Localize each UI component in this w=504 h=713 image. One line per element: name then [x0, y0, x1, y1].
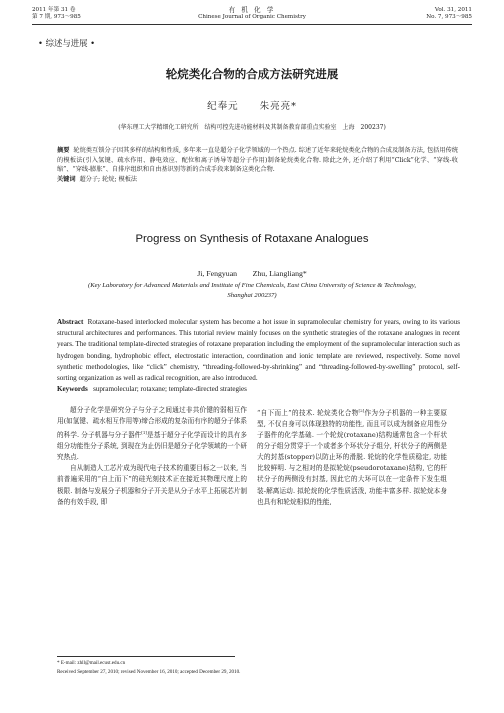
body-left-paragraph-1: [57, 405, 247, 463]
abstract-en-text: Rotaxane-based interlocked molecular system has become a hot issue in supramolecular chemistry for years, owing to its various structural architectures and performances. This tutorial review mainly focuses on the synthetic strategies of the rotaxane analogues in recent years. The traditional template-directed strategies of rotaxane preparation including the employment of the supramolecular interaction such as hydrogen bonding, hydrophobic effect, electrostatic interaction, coordination and ionic template are reviewed, respectively. Some novel synthetic methodologies, like “click” chemistry, “threading-followed-by-shrinking” and “threading-followed-by-swelling” protocol, self-sorting organization as well as radical recognition, are also introduced.: [57, 318, 461, 383]
journal-name-en: Chinese Journal of Organic Chemistry: [198, 14, 306, 20]
keywords-en-label: Keywords: [57, 385, 88, 394]
section-label: • 综述与进展 •: [38, 38, 96, 48]
header-issue-pages: 第 7 期, 973～985: [32, 14, 81, 20]
body-left-p1-text-a: 超分子化学是研究分子与分子之间通过非共价键的弱相互作用(如氢键、疏水相互作用等)缔合形成的复杂而有序的超分子体系的科学. 分子机器与分子器件: [57, 406, 247, 440]
header-number-en: No. 7, 973～985: [426, 14, 472, 20]
abstract-en: [57, 317, 460, 395]
affiliation-en: [48, 281, 456, 301]
keywords-en: supramolecular; rotaxane; template-directed strategies: [93, 385, 247, 394]
footnote-received: Received September 27, 2010; revised November 16, 2010; accepted December 29, 2010.: [57, 669, 241, 675]
authors-en: Ji, Fengyuan Zhu, Liangliang*: [197, 269, 307, 278]
keywords-cn: 超分子; 轮烷; 模板法: [79, 175, 138, 183]
abstract-cn: [57, 146, 458, 184]
footnote: [57, 659, 457, 677]
header-center: [152, 7, 352, 21]
affiliation-en-line2: Shanghai 200237): [227, 292, 277, 299]
footnote-rule: [57, 656, 235, 657]
abstract-cn-text: 轮烷类互锁分子因其多样的结构和性质, 多年来一直是超分子化学领域的一个热点. 综述了近年来轮烷类化合物的合成及制备方法, 包括用传统的模板法(引入氢键、疏水作用、静电效应、配位和离子诱导等超分子作用)制备轮烷类化合物. 除此之外, 还介绍了利用“Click”化学、“穿线-收缩”、“穿线-膨胀”、自排序组织和自由基识别等新的合成手段来制备这类化合物.: [57, 147, 458, 174]
body-right-paragraph-1: [257, 405, 447, 508]
title-en: Progress on Synthesis of Rotaxane Analogues: [135, 233, 369, 245]
header-volume-en: Vol. 31, 2011: [434, 7, 472, 13]
affiliation-cn: (华东理工大学精细化工研究所 结构可控先进功能材料及其制备教育部重点实验室 上海 200237): [118, 124, 386, 131]
citation-1: [1]: [141, 430, 147, 436]
header-rule: [32, 24, 472, 25]
abstract-cn-label: 摘要: [57, 147, 70, 154]
authors-cn: 纪奉元 朱亮亮*: [207, 101, 297, 112]
footnote-email: * E-mail: zhll@mail.ecust.edu.cn: [57, 660, 126, 666]
affiliation-en-line1: (Key Laboratory for Advanced Materials and Institute of Fine Chemicals, East China University of Science & Technology,: [87, 282, 416, 289]
header-year-volume: 2011 年第 31 卷: [32, 7, 76, 13]
body-right-p1-text-a: “自下而上”的技术. 轮烷类化合物: [257, 409, 359, 418]
journal-name-cn: 有 机 化 学: [228, 6, 276, 14]
abstract-en-label: Abstract: [57, 318, 84, 326]
header-left: [32, 7, 81, 21]
header-right: [426, 7, 472, 21]
body-left-paragraph-2: 自从制造人工芯片成为现代电子技术的重要目标之一以来, 当前普遍采用的“自上而下”的硅光刻技术正在接近其物理尺度上的极限. 制备与发展分子机器和分子开关是从分子水平上拓展芯片制备的有效手段, 即: [57, 464, 247, 506]
title-cn: 轮烷类化合物的合成方法研究进展: [165, 67, 339, 81]
citation-2: [2]: [358, 408, 365, 413]
body-left-p1-text-b: 是基于超分子化学而设计的具有多组分功能性分子系统, 到现在为止仍旧是超分子化学领域的一个研究热点.: [57, 431, 247, 462]
body-right-p1-text-b: 作为分子机器的一种主要原型, 不仅自身可以体现独特的功能性, 而且可以成为制备应用性分子器件的化学基础. 一个轮烷(rotaxane)结构通常包含一个杆状的分子组分贯穿于一个或者多个环状分子组分, 杆状分子的两侧是大的封基(stopper)以防止环的滑脱. 轮烷的化学性质稳定, 功能比较鲜明. 与之相对的是拟轮烷(pseudorotaxane)结构, 它的杆状分子的两侧没有封基, 因此它的大环可以在一定条件下发生组装-解离运动. 拟轮烷的化学性质活泼, 功能丰富多样. 拟轮烷本身也具有和轮烷相似的性能,: [257, 409, 448, 506]
body-column-left: [57, 405, 247, 508]
keywords-cn-label: 关键词: [57, 175, 76, 183]
body-column-right: [257, 405, 447, 508]
